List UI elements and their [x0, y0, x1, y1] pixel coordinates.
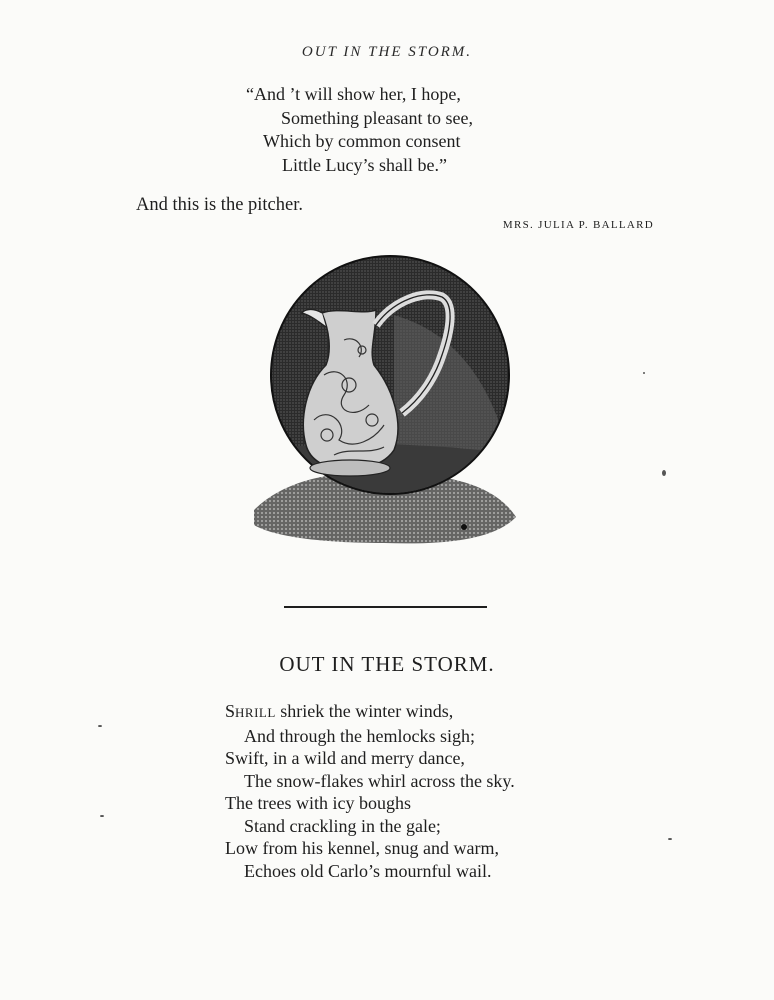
poem-line: The trees with icy boughs: [225, 793, 411, 813]
first-line-rest: shriek the winter winds,: [275, 701, 454, 721]
running-head: OUT IN THE STORM.: [301, 44, 473, 60]
poem-stanza: [225, 700, 515, 882]
scan-speck: [643, 372, 645, 374]
poem-line: And through the hemlocks sigh;: [244, 725, 475, 746]
poem-line: [225, 700, 515, 725]
excerpt-line: Something pleasant to see,: [281, 107, 473, 128]
excerpt-line: Little Lucy’s shall be.”: [282, 154, 447, 175]
poem-line: Echoes old Carlo’s mournful wail.: [244, 860, 492, 881]
scan-speck: [98, 725, 102, 727]
excerpt-stanza: [246, 83, 473, 177]
poem-line: Low from his kennel, snug and warm,: [225, 838, 499, 858]
poem-line: The snow-flakes whirl across the sky.: [244, 770, 515, 791]
poem-line: Swift, in a wild and merry dance,: [225, 748, 465, 768]
poem-line: Stand crackling in the gale;: [244, 815, 441, 836]
scan-speck: [100, 815, 104, 817]
poem-title: OUT IN THE STORM.: [279, 652, 495, 676]
drop-initial: S: [225, 701, 236, 721]
excerpt-line: “And ’t will show her, I hope,: [246, 84, 461, 104]
section-divider: [284, 606, 487, 608]
scan-speck: [668, 838, 672, 840]
prose-line: And this is the pitcher.: [136, 195, 303, 215]
excerpt-line: Which by common consent: [263, 131, 461, 151]
first-word-rest: HRILL: [235, 705, 276, 720]
pitcher-engraving: [244, 255, 524, 555]
scan-speck: [662, 470, 666, 476]
attribution: MRS. JULIA P. BALLARD: [502, 219, 654, 231]
pitcher-illustration: [244, 255, 524, 555]
